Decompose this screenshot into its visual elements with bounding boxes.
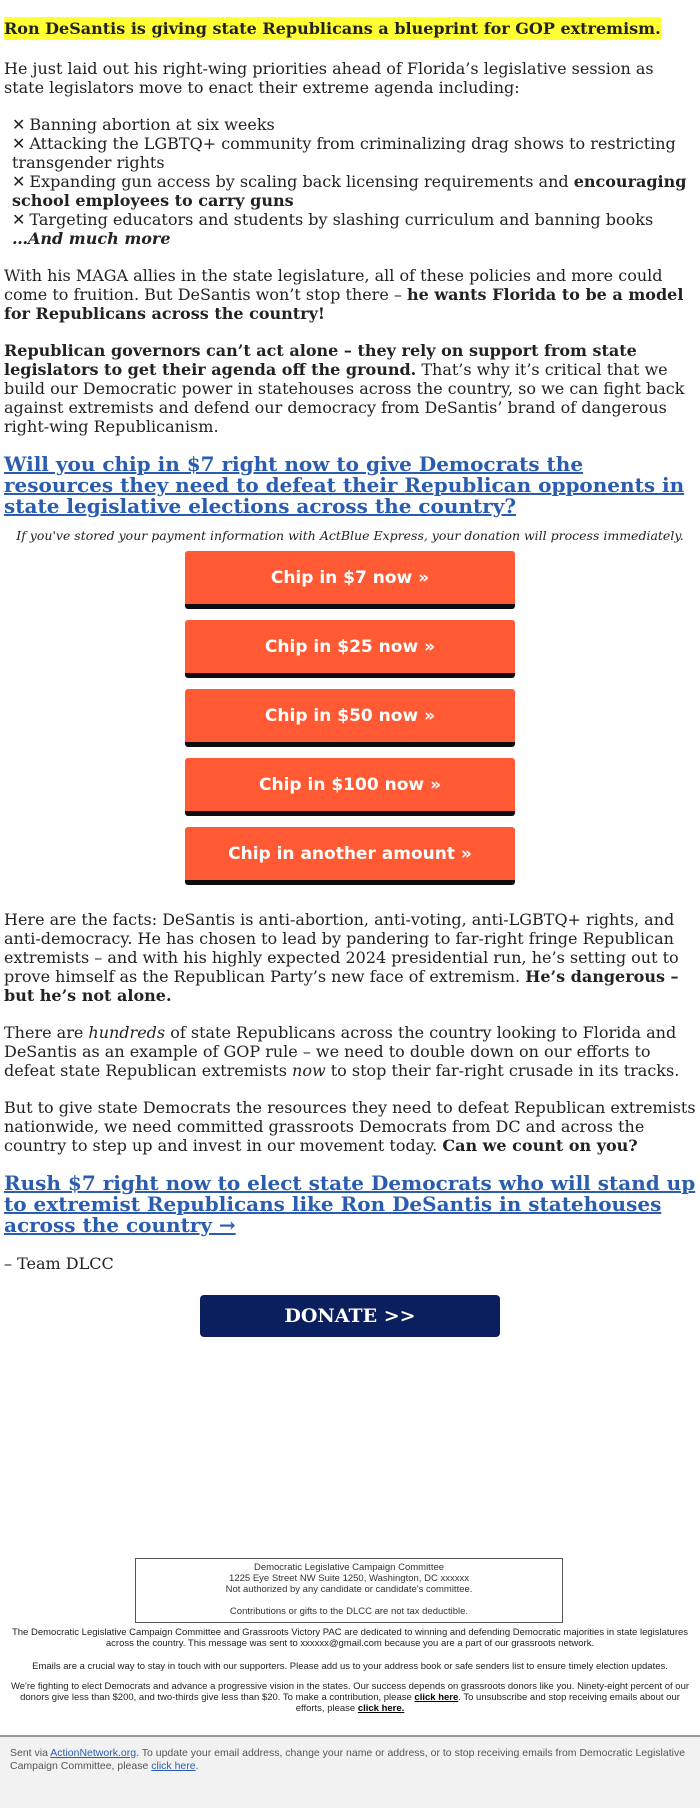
actionnetwork-link[interactable]: ActionNetwork.org — [50, 1747, 137, 1759]
headline: Ron DeSantis is giving state Republicans a blueprint for GOP extremism. — [4, 19, 661, 38]
list-item: …And much more — [12, 229, 171, 248]
signoff: – Team DLCC — [4, 1254, 114, 1273]
rush-link[interactable]: Rush $7 right now to elect state Democrats who will stand up to extremist Republicans like Ron DeSantis in statehouses across the country → — [4, 1171, 696, 1237]
chip-other-amount-button[interactable]: Chip in another amount » — [185, 827, 515, 885]
unsubscribe-link[interactable]: click here. — [357, 1703, 405, 1714]
ask-link[interactable]: Will you chip in $7 right now to give Democrats the resources they need to defeat their Republican opponents in state legislative elections across the country? — [4, 452, 685, 518]
intro-paragraph: He just laid out his right-wing priorities ahead of Florida’s legislative session as state legislators move to enact their extreme agenda including: — [4, 59, 654, 97]
update-preferences-link[interactable]: click here — [151, 1760, 196, 1772]
facts-paragraph: Here are the facts: DeSantis is anti-abortion, anti-voting, anti-LGBTQ+ rights, and anti-democracy. He has chosen to lead by pandering to far-right fringe Republican extremists – and with his highly expected 2024 presidential run, he’s setting out to prove himself as the Republican Party’s new face of extremism. He’s dangerous – but he’s not alone. — [4, 910, 679, 1005]
chip-7-button[interactable]: Chip in $7 now » — [185, 551, 515, 609]
x-mark-icon: ✕ — [12, 134, 26, 153]
priority-list — [4, 115, 696, 248]
chip-100-button[interactable]: Chip in $100 now » — [185, 758, 515, 816]
donation-buttons — [4, 551, 696, 896]
list-item: ✕ Attacking the LGBTQ+ community from criminalizing drag shows to restricting transgender rights — [12, 134, 676, 172]
footer-dedicated: The Democratic Legislative Campaign Committee and Grassroots Victory PAC are dedicated to winning and defending Democratic majorities in state legislatures across the country. This message was sent to xxxxxx@gmail.com because you are a part of our grassroots network. — [11, 1627, 689, 1649]
sent-via-footer: Sent via ActionNetwork.org. To update your email address, change your name or address, or to stop receiving emails from Democratic Legislative Campaign Committee, please click here. — [0, 1737, 700, 1808]
list-item: ✕ Expanding gun access by scaling back licensing requirements and encouraging school employees to carry guns — [12, 172, 687, 210]
email-body — [4, 0, 696, 1337]
x-mark-icon: ✕ — [12, 172, 26, 191]
x-mark-icon: ✕ — [12, 210, 26, 229]
actblue-express-note: If you've stored your payment information with ActBlue Express, your donation will process immediately. — [16, 528, 684, 543]
list-item: ✕ Banning abortion at six weeks — [12, 115, 275, 134]
footer-emails: Emails are a crucial way to stay in touch with our supporters. Please add us to your address book or safe senders list to ensure timely election updates. — [32, 1661, 668, 1672]
address-box: Democratic Legislative Campaign Committee 1225 Eye Street NW Suite 1250, Washington, DC xxxxxx Not authorized by any candidate or candidate's committee. Contributions or gifts to the DLCC are not tax deductible. — [135, 1558, 563, 1623]
grassroots-paragraph: But to give state Democrats the resources they need to defeat Republican extremists nationwide, we need committed grassroots Democrats from DC and across the country to step up and invest in our movement today. Can we count on you? — [4, 1098, 696, 1155]
maga-paragraph: With his MAGA allies in the state legislature, all of these policies and more could come to fruition. But DeSantis won’t stop there – he wants Florida to be a model for Republicans across the country! — [4, 266, 684, 323]
footer-fighting: We're fighting to elect Democrats and advance a progressive vision in the states. Our success depends on grassroots donors like you. Ninety-eight percent of our donors give less than $200, and two-thirds give less than $20. To make a contribution, please click here. To unsubscribe and stop receiving emails about our efforts, please click here. — [10, 1681, 690, 1714]
chip-50-button[interactable]: Chip in $50 now » — [185, 689, 515, 747]
contribute-link[interactable]: click here — [414, 1692, 459, 1703]
donate-button[interactable]: DONATE >> — [200, 1295, 500, 1337]
list-item: ✕ Targeting educators and students by slashing curriculum and banning books — [12, 210, 654, 229]
governors-paragraph: Republican governors can’t act alone – they rely on support from state legislators to get their agenda off the ground. That’s why it’s critical that we build our Democratic power in statehouses across the country, so we can fight back against extremists and defend our democracy from DeSantis’ brand of dangerous right-wing Republicanism. — [4, 341, 685, 436]
x-mark-icon: ✕ — [12, 115, 26, 134]
hundreds-paragraph: There are hundreds of state Republicans across the country looking to Florida and DeSantis as an example of GOP rule – we need to double down on our efforts to defeat state Republican extremists now to stop their far-right crusade in its tracks. — [4, 1023, 680, 1080]
chip-25-button[interactable]: Chip in $25 now » — [185, 620, 515, 678]
